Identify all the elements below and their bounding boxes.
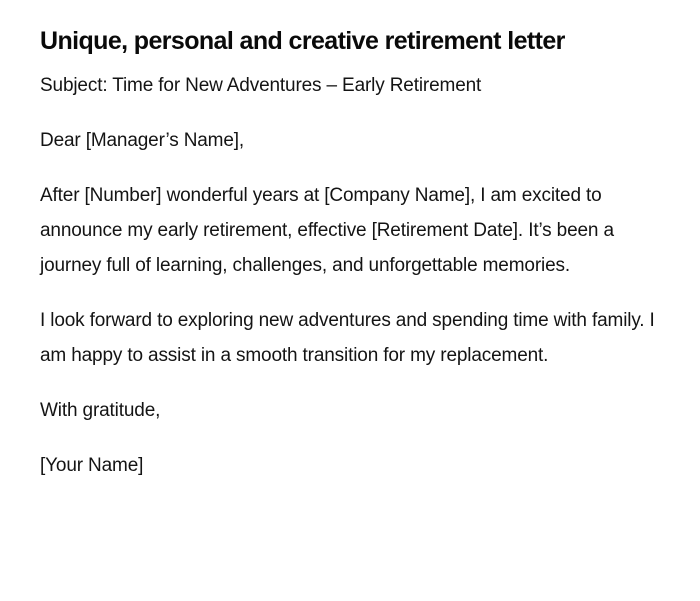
- letter-body-paragraph: After [Number] wonderful years at [Company Name], I am excited to announce my early retirement, effective [Retirement Date]. It’s been a journey full of learning, challenges, and unforgettable memories.: [40, 185, 614, 276]
- letter-body-paragraph: I look forward to exploring new adventures and spending time with family. I am happy to assist in a smooth transition for my replacement.: [40, 310, 655, 366]
- letter-closing: With gratitude,: [40, 400, 161, 421]
- letter-title: Unique, personal and creative retirement letter: [40, 27, 565, 55]
- letter-signature: [Your Name]: [40, 455, 144, 476]
- letter-subject: Subject: Time for New Adventures – Early Retirement: [40, 75, 482, 96]
- letter-salutation: Dear [Manager’s Name],: [40, 130, 245, 151]
